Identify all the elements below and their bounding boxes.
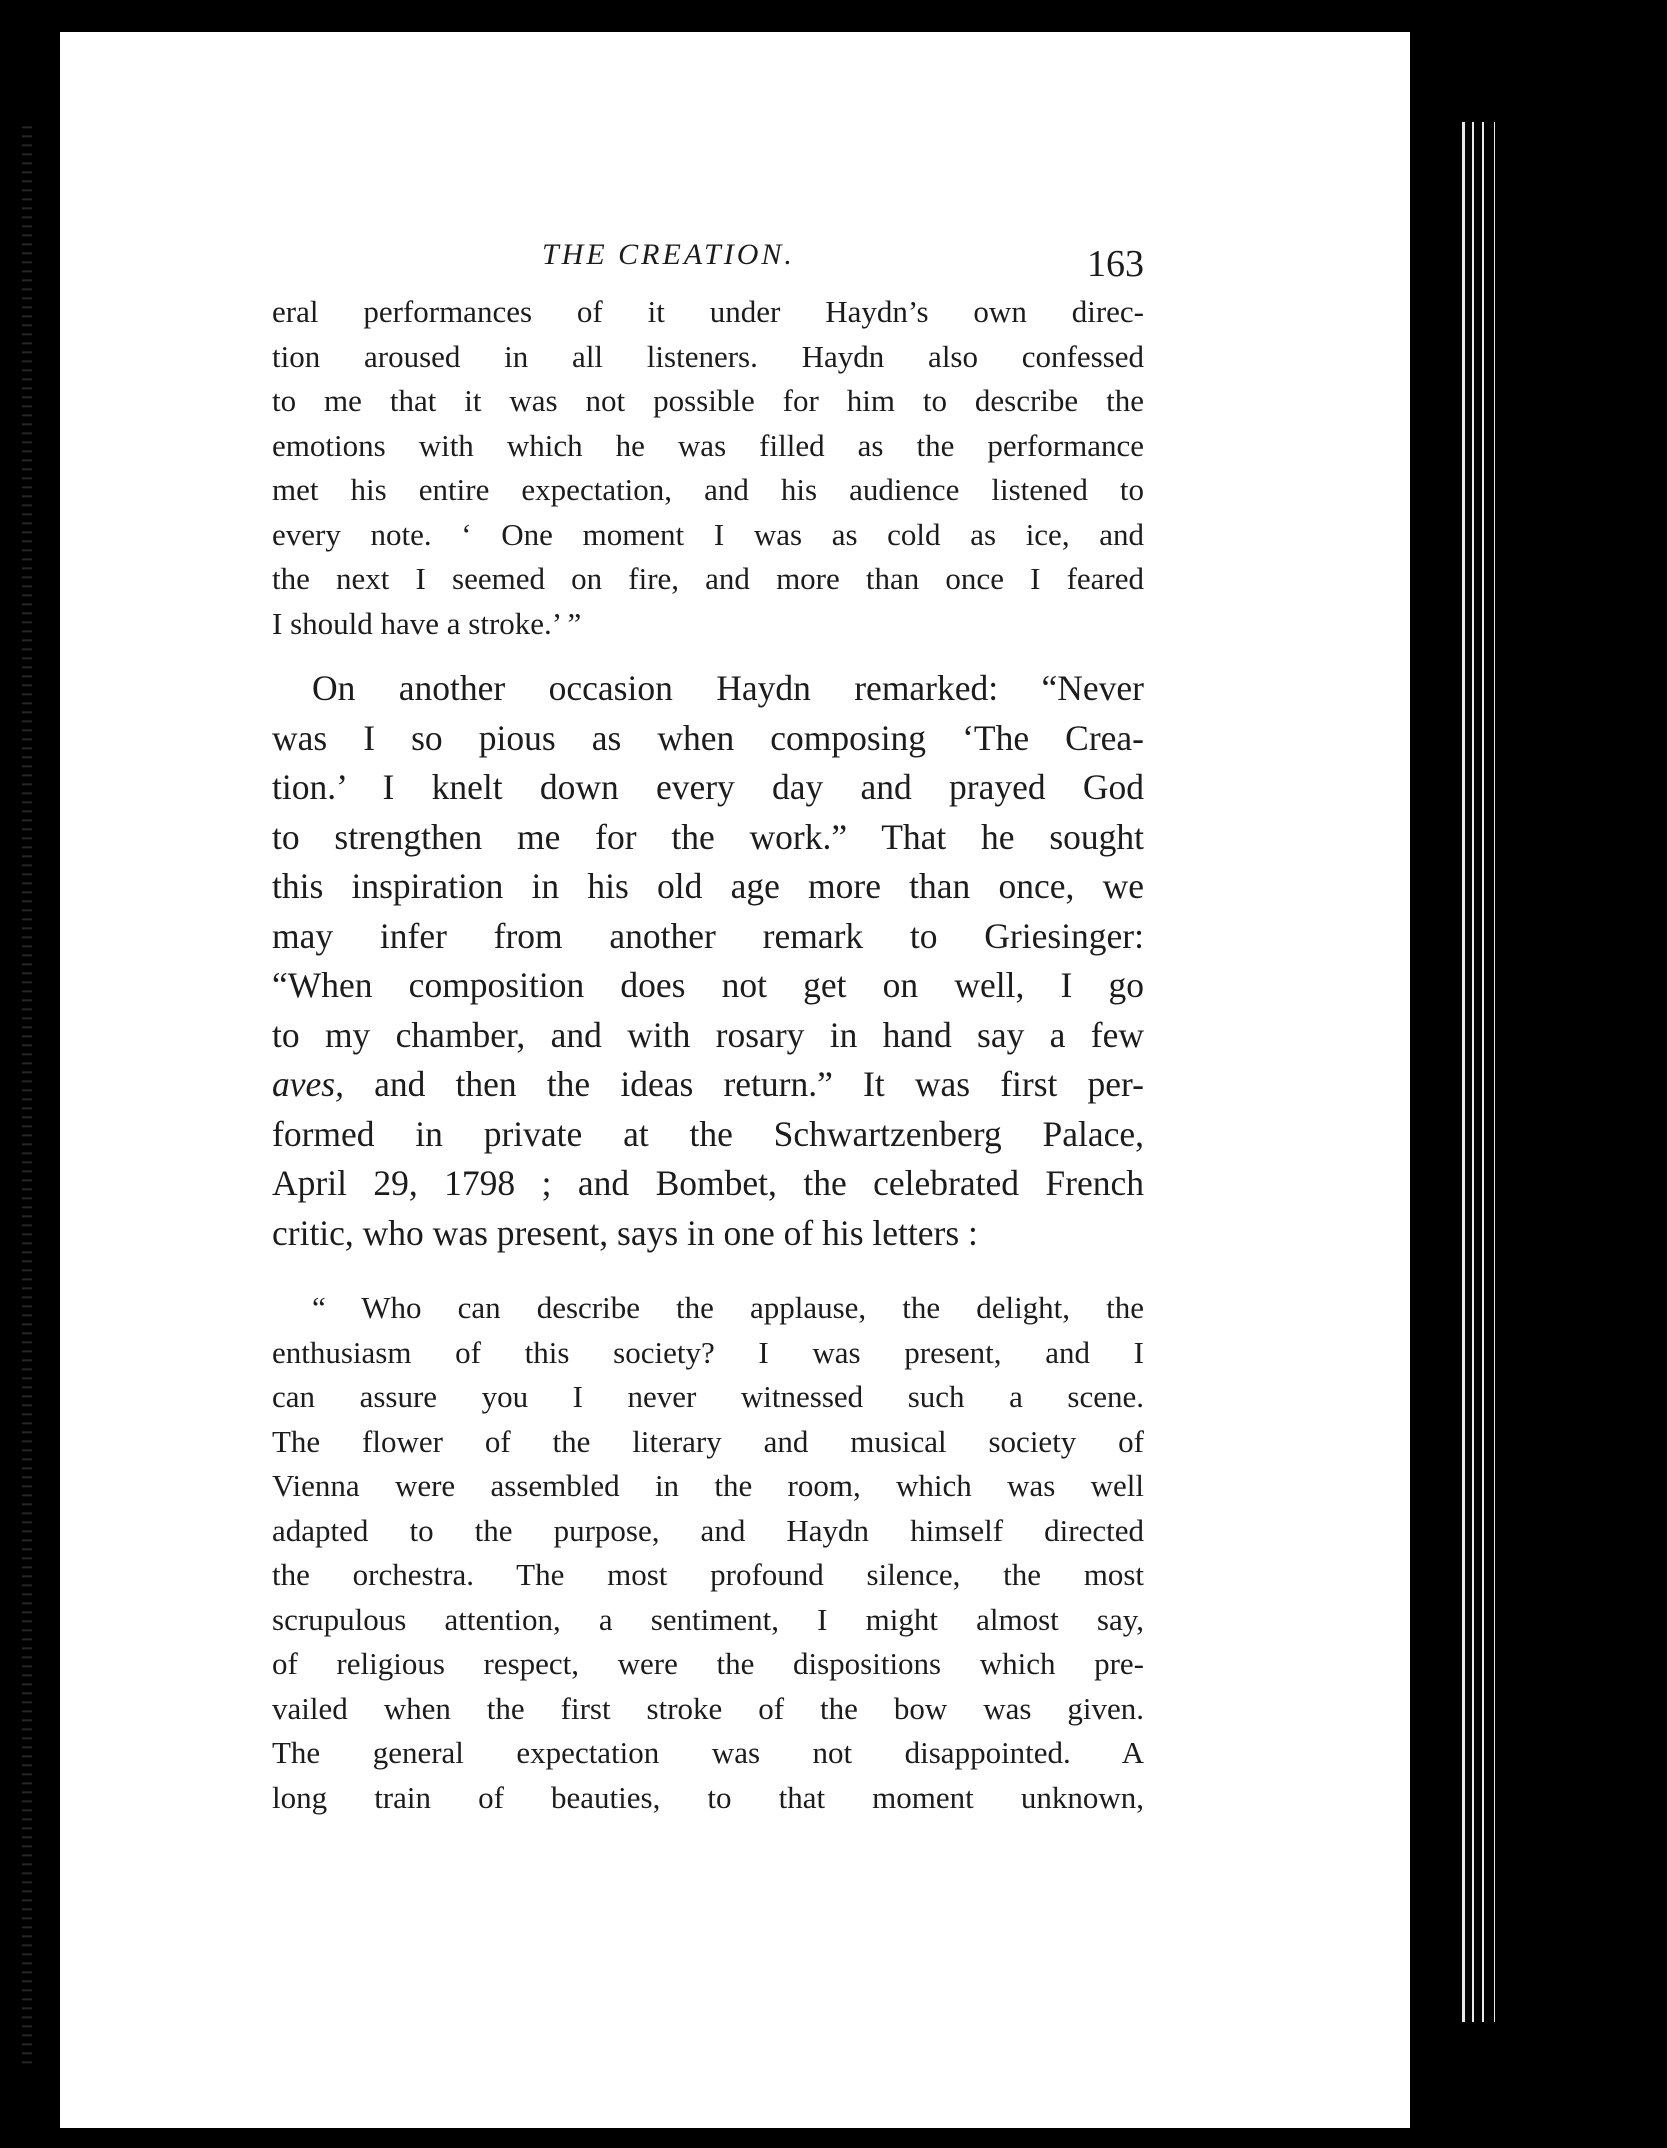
text-line: tion aroused in all listeners. Haydn also confessed xyxy=(272,338,1144,374)
scan-border-left xyxy=(0,0,60,2148)
text-fragment: and then the ideas return.” It was first per- xyxy=(343,1064,1144,1104)
scan-border-bottom xyxy=(0,2128,1667,2148)
page-number: 163 xyxy=(1087,243,1144,285)
text-line: tion.’ I knelt down every day and prayed God xyxy=(272,767,1144,807)
text-line: eral performances of it under Haydn’s own direc- xyxy=(272,294,1144,329)
text-line: can assure you I never witnessed such a scene. xyxy=(272,1379,1144,1414)
text-line: The general expectation was not disappointed. A xyxy=(272,1735,1144,1770)
page-edge-line xyxy=(1472,122,1474,2022)
text-line: adapted to the purpose, and Haydn himself directed xyxy=(272,1512,1144,1548)
page-edge-line xyxy=(1462,122,1465,2022)
text-line: met his entire expectation, and his audience listened to xyxy=(272,472,1144,507)
scan-border-top xyxy=(0,0,1667,32)
text-line: of religious respect, were the dispositions which pre- xyxy=(272,1646,1144,1681)
scan-border-right xyxy=(1410,32,1667,2148)
binding-gutter xyxy=(22,120,32,2070)
text-line: this inspiration in his old age more than once, we xyxy=(272,866,1144,906)
text-line: “When composition does not get on well, I go xyxy=(272,965,1144,1005)
text-line: the orchestra. The most profound silence, the most xyxy=(272,1557,1144,1592)
text-line: to my chamber, and with rosary in hand say a few xyxy=(272,1014,1144,1055)
running-title: THE CREATION. xyxy=(542,238,795,271)
paragraph-2 xyxy=(272,664,1144,1258)
text-line: “ Who can describe the applause, the delight, the xyxy=(312,1290,1144,1325)
text-line: critic, who was present, says in one of his letters : xyxy=(272,1212,978,1253)
running-head xyxy=(272,230,1144,290)
text-line: Vienna were assembled in the room, which was well xyxy=(272,1468,1144,1503)
text-line: every note. ‘ One moment I was as cold as ice, and xyxy=(272,516,1144,552)
book-page xyxy=(272,230,1144,1820)
text-line: The flower of the literary and musical society of xyxy=(272,1423,1144,1459)
text-line: long train of beauties, to that moment unknown, xyxy=(272,1779,1144,1815)
text-line: may infer from another remark to Griesinger: xyxy=(272,915,1144,956)
italic-word: aves, xyxy=(272,1064,344,1104)
text-line: April 29, 1798 ; and Bombet, the celebrated French xyxy=(272,1163,1144,1203)
text-line: enthusiasm of this society? I was present, and I xyxy=(272,1334,1144,1370)
text-line: formed in private at the Schwartzenberg Palace, xyxy=(272,1113,1144,1154)
text-line: On another occasion Haydn remarked: “Never xyxy=(312,668,1144,708)
text-line: was I so pious as when composing ‘The Crea- xyxy=(272,717,1144,758)
quotation-paragraph xyxy=(272,1286,1144,1820)
text-line: I should have a stroke.’ ” xyxy=(272,605,582,641)
page-edge-line xyxy=(1494,122,1495,2022)
text-line: the next I seemed on fire, and more than once I feared xyxy=(272,561,1144,596)
text-line: to me that it was not possible for him to describe the xyxy=(272,383,1144,418)
text-line: to strengthen me for the work.” That he sought xyxy=(272,816,1144,857)
text-line: vailed when the first stroke of the bow was given. xyxy=(272,1690,1144,1726)
text-line: scrupulous attention, a sentiment, I might almost say, xyxy=(272,1601,1144,1637)
text-line-mixed xyxy=(272,1060,1144,1110)
paragraph-1 xyxy=(272,290,1144,646)
page-edge-line xyxy=(1482,122,1484,2022)
text-line: emotions with which he was filled as the performance xyxy=(272,427,1144,463)
